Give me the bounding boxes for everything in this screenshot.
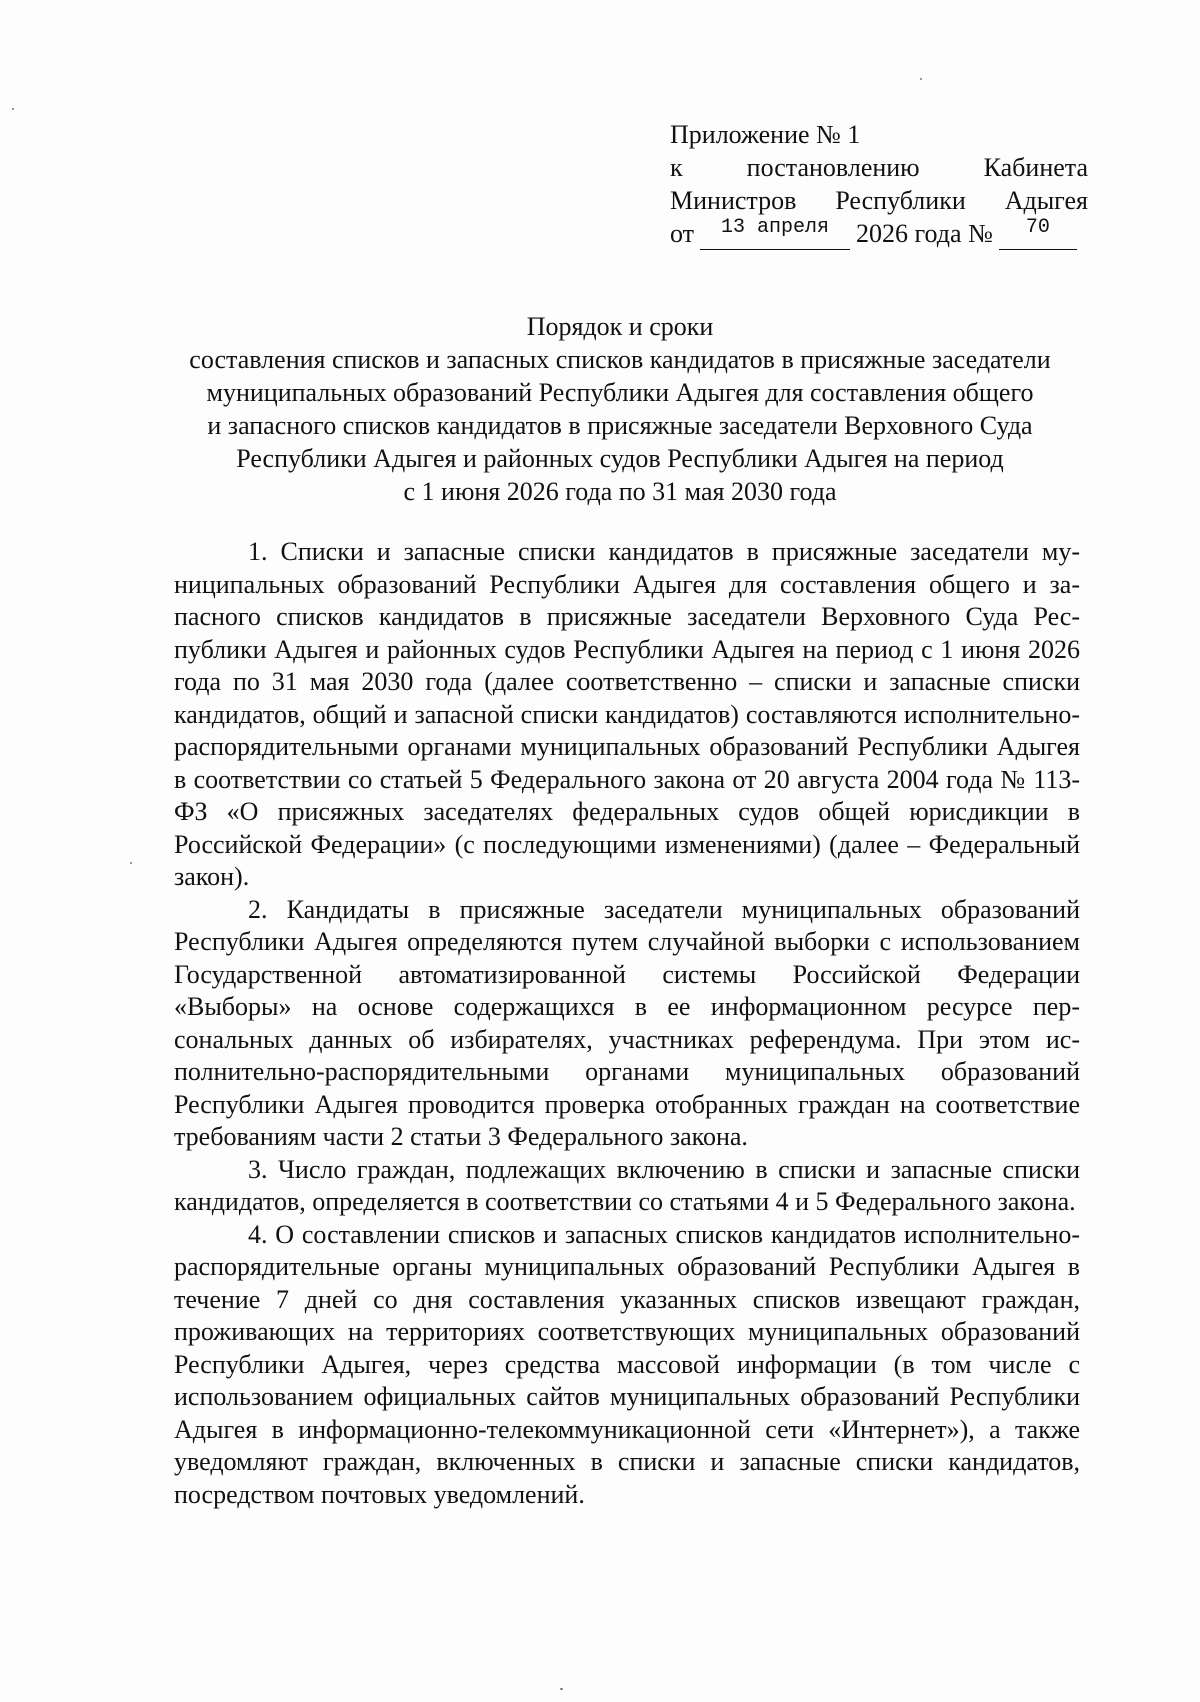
title-line: с 1 июня 2026 года по 31 мая 2030 года	[403, 477, 837, 506]
resolution-number-field: 70	[999, 217, 1077, 250]
appendix-title: Приложение № 1	[670, 120, 861, 149]
title-line: составления списков и запасных списков кандидатов в присяжные заседатели	[189, 345, 1051, 374]
resolution-year: 2026 года №	[856, 219, 993, 248]
paragraph-1: 1. Списки и запасные списки кандидатов в присяжные заседатели муниципальных образований Республики Адыгея для составления общего и запасного списков кандидатов в присяжные заседатели Верховного Суда Республики Адыгея и районных судов Республики Адыгея на период с 1 июня 2026 года по 31 мая 2030 года (далее соответственно – списки и запасные списки кандидатов, общий и запасной списки кандидатов) составляются исполнительно-распорядительными органами муниципальных образований Республики Адыгея в соответствии со статьей 5 Федерального закона от 20 августа 2004 года № 113-ФЗ «О присяжных заседателях федеральных судов общей юрисдикции в Российской Федерации» (с последующими изменениями) (далее – Федеральный закон).	[174, 537, 1080, 891]
scan-speck	[12, 108, 14, 110]
appendix-word: Кабинета	[983, 153, 1088, 182]
scan-speck	[920, 78, 922, 80]
appendix-word: к	[670, 153, 683, 182]
appendix-word: Республики	[835, 186, 966, 215]
paragraph-3: 3. Число граждан, подлежащих включению в списки и запасные списки кандидатов, определяется в соответствии со статьями 4 и 5 Федерального закона.	[174, 1154, 1080, 1216]
resolution-date-field: 13 апреля	[700, 217, 850, 250]
paragraph-2: 2. Кандидаты в присяжные заседатели муниципальных образований Республики Адыгея определяются путем случайной выборки с использованием Государственной автоматизированной системы Российской Федерации «Выборы» на основе содержащихся в ее информационном ресурсе персональных данных об избирателях, участниках референдума. При этом исполнительно-распорядительными органами муниципальных образований Республики Адыгея проводится проверка отобранных граждан на соответствие требованиям части 2 статьи 3 Федерального закона.	[174, 894, 1080, 1151]
title-line: и запасного списков кандидатов в присяжные заседатели Верховного Суда	[207, 411, 1033, 440]
appendix-word: постановлению	[746, 153, 920, 182]
appendix-header	[670, 118, 1088, 250]
title-line: Республики Адыгея и районных судов Республики Адыгея на период	[236, 444, 1004, 473]
appendix-word: Министров	[670, 186, 797, 215]
scan-speck	[130, 862, 132, 864]
document-body	[174, 536, 1080, 1511]
title-heading: Порядок и сроки	[526, 312, 714, 341]
scan-speck	[560, 1688, 563, 1690]
appendix-line-1	[670, 118, 1088, 151]
paragraph-4: 4. О составлении списков и запасных списков кандидатов исполнительно-распорядительные органы муниципальных образований Республики Адыгея в течение 7 дней со дня составления указанных списков извещают граждан, проживающих на территориях соответствующих муниципальных образований Республики Адыгея, через средства массовой информации (в том числе с использованием официальных сайтов муниципальных образований Республики Адыгея в информационно-телекоммуникационной сети «Интернет»), а также уведомляют граждан, включенных в списки и запасные списки кандидатов, посредством почтовых уведомлений.	[174, 1219, 1080, 1509]
document-title	[150, 310, 1090, 508]
appendix-line-2	[670, 151, 1088, 184]
appendix-line-4	[670, 217, 1088, 250]
appendix-word: Адыгея	[1004, 186, 1088, 215]
title-line: муниципальных образований Республики Адыгея для составления общего	[206, 378, 1034, 407]
appendix-line-3	[670, 184, 1088, 217]
date-prefix: от	[670, 219, 695, 248]
